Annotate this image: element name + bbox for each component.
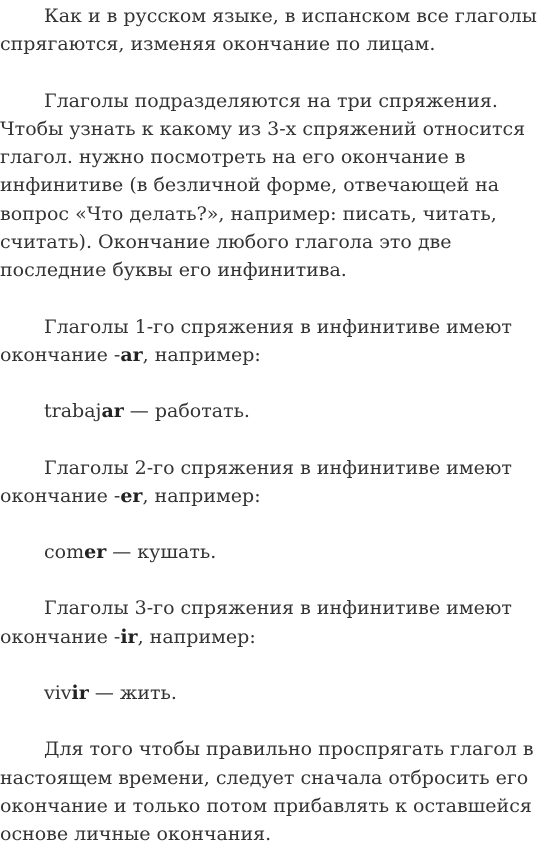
first-conjugation-ending: ar xyxy=(120,343,143,366)
first-conjugation-example xyxy=(0,397,548,425)
third-conjugation-tail: , например: xyxy=(137,625,256,648)
first-conjugation-text: Глаголы 1-го спряжения в инфинитиве имеют окончание - xyxy=(0,315,512,366)
example-ending: ar xyxy=(101,400,124,423)
intro-paragraph: Как и в русском языке, в испанском все глаголы спрягаются, изменяя окончание по лицам. xyxy=(0,5,537,56)
second-conjugation-example xyxy=(0,538,548,566)
third-conjugation-paragraph xyxy=(0,594,548,651)
example-translation: — жить. xyxy=(88,682,177,705)
third-conjugation-example xyxy=(0,679,548,707)
example-stem: viv xyxy=(44,682,72,705)
second-conjugation-text: Глаголы 2-го спряжения в инфинитиве имеют окончание - xyxy=(0,456,512,507)
first-conjugation-tail: , например: xyxy=(142,343,261,366)
example-ending: ir xyxy=(71,682,89,705)
conjugation-groups-paragraph: Глаголы подразделяются на три спряжения. Чтобы узнать к какому из 3-х спряжений относится глагол. нужно посмотреть на его окончание в инфинитиве (в безличной форме, отвечающей на вопрос «Что делать?», например: писать, читать, считать). Окончание любого глагола это две последние буквы его инфинитива. xyxy=(0,89,526,282)
example-translation: — работать. xyxy=(123,400,250,423)
third-conjugation-ending: ir xyxy=(120,625,138,648)
third-conjugation-text: Глаголы 3-го спряжения в инфинитиве имеют окончание - xyxy=(0,597,512,648)
example-ending: er xyxy=(84,541,107,564)
second-conjugation-paragraph xyxy=(0,454,548,511)
example-stem: com xyxy=(44,541,85,564)
conjugation-rule-paragraph: Для того чтобы правильно проспрягать глагол в настоящем времени, следует сначала отбросить его окончание и только потом прибавлять к оставшейся основе личные окончания. xyxy=(0,738,534,846)
example-stem: trabaj xyxy=(44,400,102,423)
second-conjugation-ending: er xyxy=(120,484,143,507)
first-conjugation-paragraph xyxy=(0,313,548,370)
second-conjugation-tail: , например: xyxy=(142,484,261,507)
example-translation: — кушать. xyxy=(106,541,217,564)
